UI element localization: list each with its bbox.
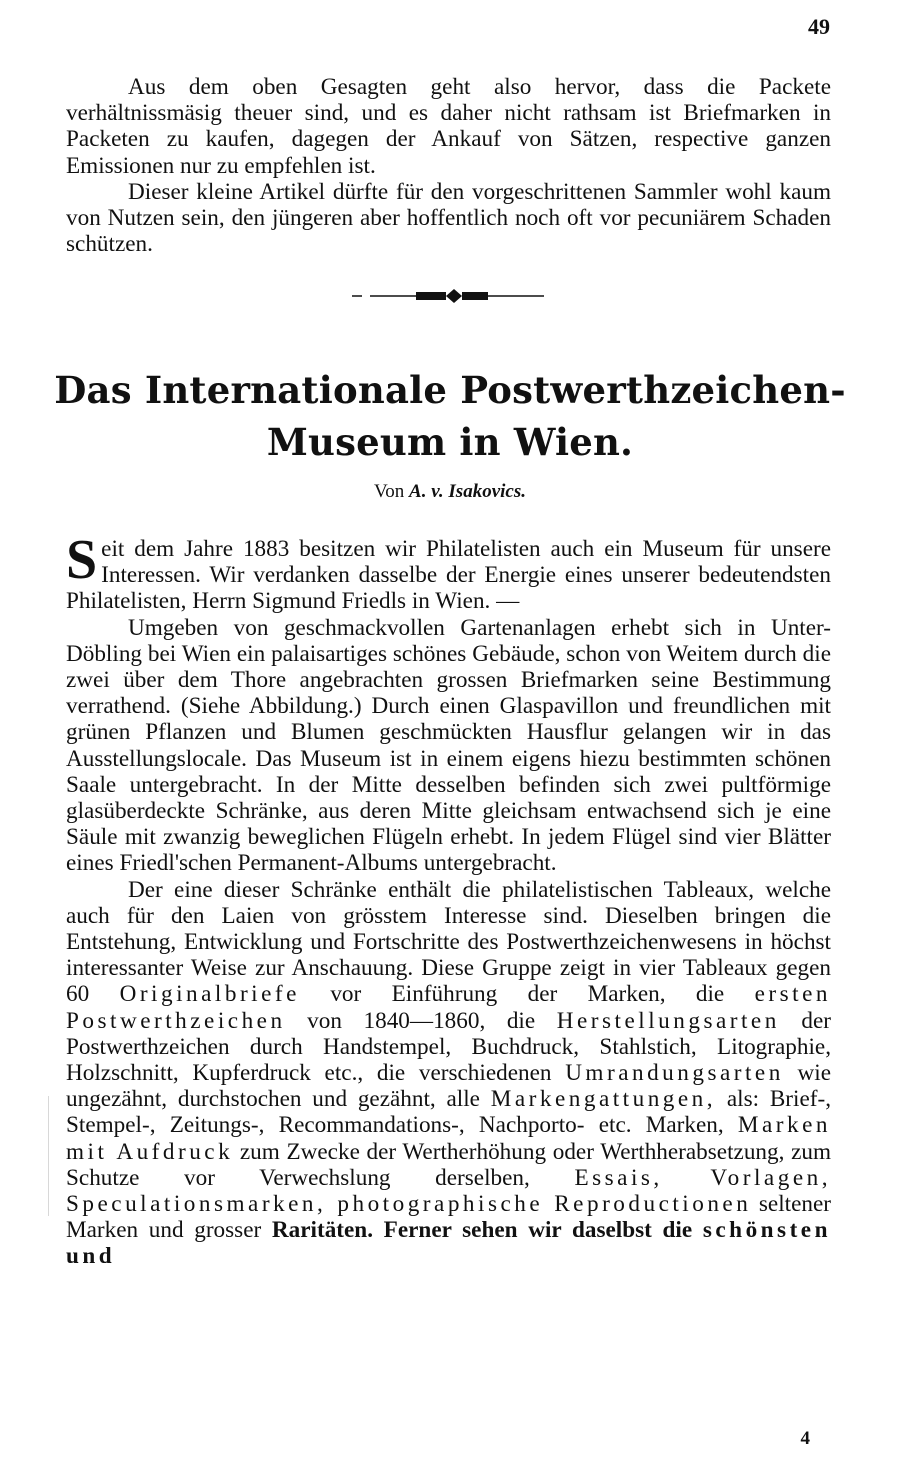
article-title-line: Museum in Wien.: [266, 420, 634, 464]
article-paragraph: [66, 877, 831, 1270]
article-title: [40, 364, 860, 468]
page-number: 49: [808, 14, 830, 39]
paragraph-text: eit dem Jahre 1883 besitzen wir Philatelisten auch ein Museum für unsere Interessen. Wir verdanken dasselbe der Energie eines unserer bedeutendsten Philatelisten, Herrn Sigmund Friedls in Wien. —: [66, 536, 831, 615]
bold-text: Raritäten. Ferner sehen wir daselbst die: [271, 1217, 693, 1244]
paragraph-text: Der eine dieser Schränke enthält die philatelistischen Tableaux, welche auch für den Laien von grösstem Interesse sind. Dieselben bringen die Entstehung, Entwicklung und Fortschritte des Postwerthzeichenwesens in höchst interessanter Weise zur Anschauung. Diese Gruppe zeigt in vier Tableaux gegen 60: [66, 876, 831, 1008]
margin-mark: [48, 1096, 49, 1216]
article-paragraph: [66, 529, 831, 615]
intro-paragraph: Dieser kleine Artikel dürfte für den vorgeschrittenen Sammler wohl kaum von Nutzen sein, den jüngeren aber hoffentlich noch oft vor pecuniärem Schaden schützen.: [66, 178, 831, 258]
byline: [0, 481, 900, 503]
drop-cap: S: [66, 529, 98, 591]
spaced-emphasis: Marken mit Aufdruck: [66, 1112, 831, 1165]
spaced-emphasis: ersten Postwerthzeichen: [66, 981, 831, 1034]
section-divider-ornament: [352, 286, 552, 306]
byline-prefix: Von: [373, 481, 405, 502]
spaced-emphasis: Markengattungen,: [490, 1086, 717, 1113]
article-body: [66, 529, 832, 1270]
paragraph-text: zum Zwecke der Wertherhöhung oder Werthherabsetzung, zum Schutze vor Verwechslung derselben,: [66, 1138, 832, 1191]
intro-paragraph: Aus dem oben Gesagten geht also hervor, dass die Packete verhältnissmäsig theuer sind, und es daher nicht rathsam ist Briefmarken in Packeten zu kaufen, dagegen der Ankauf von Sätzen, respective ganzen Emissionen nur zu empfehlen ist.: [66, 74, 831, 179]
paragraph-text: der Postwerthzeichen durch Handstempel, Buchdruck, Stahlstich, Litographie, Holzschnitt, Kupferdruck etc., die verschiedenen: [66, 1007, 832, 1087]
paragraph-text: wie ungezähnt, durchstochen und gezähnt, alle: [66, 1060, 832, 1113]
spaced-emphasis: schönsten und: [66, 1217, 831, 1270]
paragraph-text: als: Brief-, Stempel-, Zeitungs-, Recommandations-, Nachporto- etc. Marken,: [66, 1086, 831, 1139]
article-title-line: Das Internationale Postwerthzeichen-: [54, 368, 846, 412]
paragraph-text: von 1840—1860, die: [307, 1007, 536, 1034]
paragraph-text: vor Einführung der Marken, die: [330, 981, 725, 1008]
article-paragraph: Umgeben von geschmackvollen Gartenanlagen erhebt sich in Unter-Döbling bei Wien ein palaisartiges schönes Gebäude, schon von Weitem durch die zwei über dem Thore angebrachten grossen Briefmarken seine Bestimmung verrathend. (Siehe Abbildung.) Durch einen Glaspavillon und freundlichen mit grünen Pflanzen und Blumen geschmückten Hausflur gelangen wir in das Ausstellungslocale. Das Museum ist in einem eigens hiezu bestimmten schönen Saale untergebracht. In der Mitte desselben befinden sich zwei pultförmige glasüberdeckte Schränke, aus deren Mitte gleichsam entwachsend sich je eine Säule mit zwanzig beweglichen Flügeln erhebt. In jedem Flügel sind vier Blätter eines Friedl'schen Permanent-Albums untergebracht.: [66, 614, 831, 877]
spaced-emphasis: Originalbriefe: [119, 981, 300, 1008]
byline-author: A. v. Isakovics.: [409, 481, 526, 502]
spaced-emphasis: Umrandungsarten: [565, 1060, 784, 1087]
paragraph-text: seltener Marken und grosser: [66, 1191, 832, 1244]
spaced-emphasis: Essais, Vorlagen, Speculationsmarken, photographische Reproductionen: [66, 1164, 831, 1218]
spaced-emphasis: Herstellungsarten: [556, 1007, 780, 1034]
signature-mark: 4: [800, 1428, 810, 1449]
intro-section: [66, 74, 831, 257]
